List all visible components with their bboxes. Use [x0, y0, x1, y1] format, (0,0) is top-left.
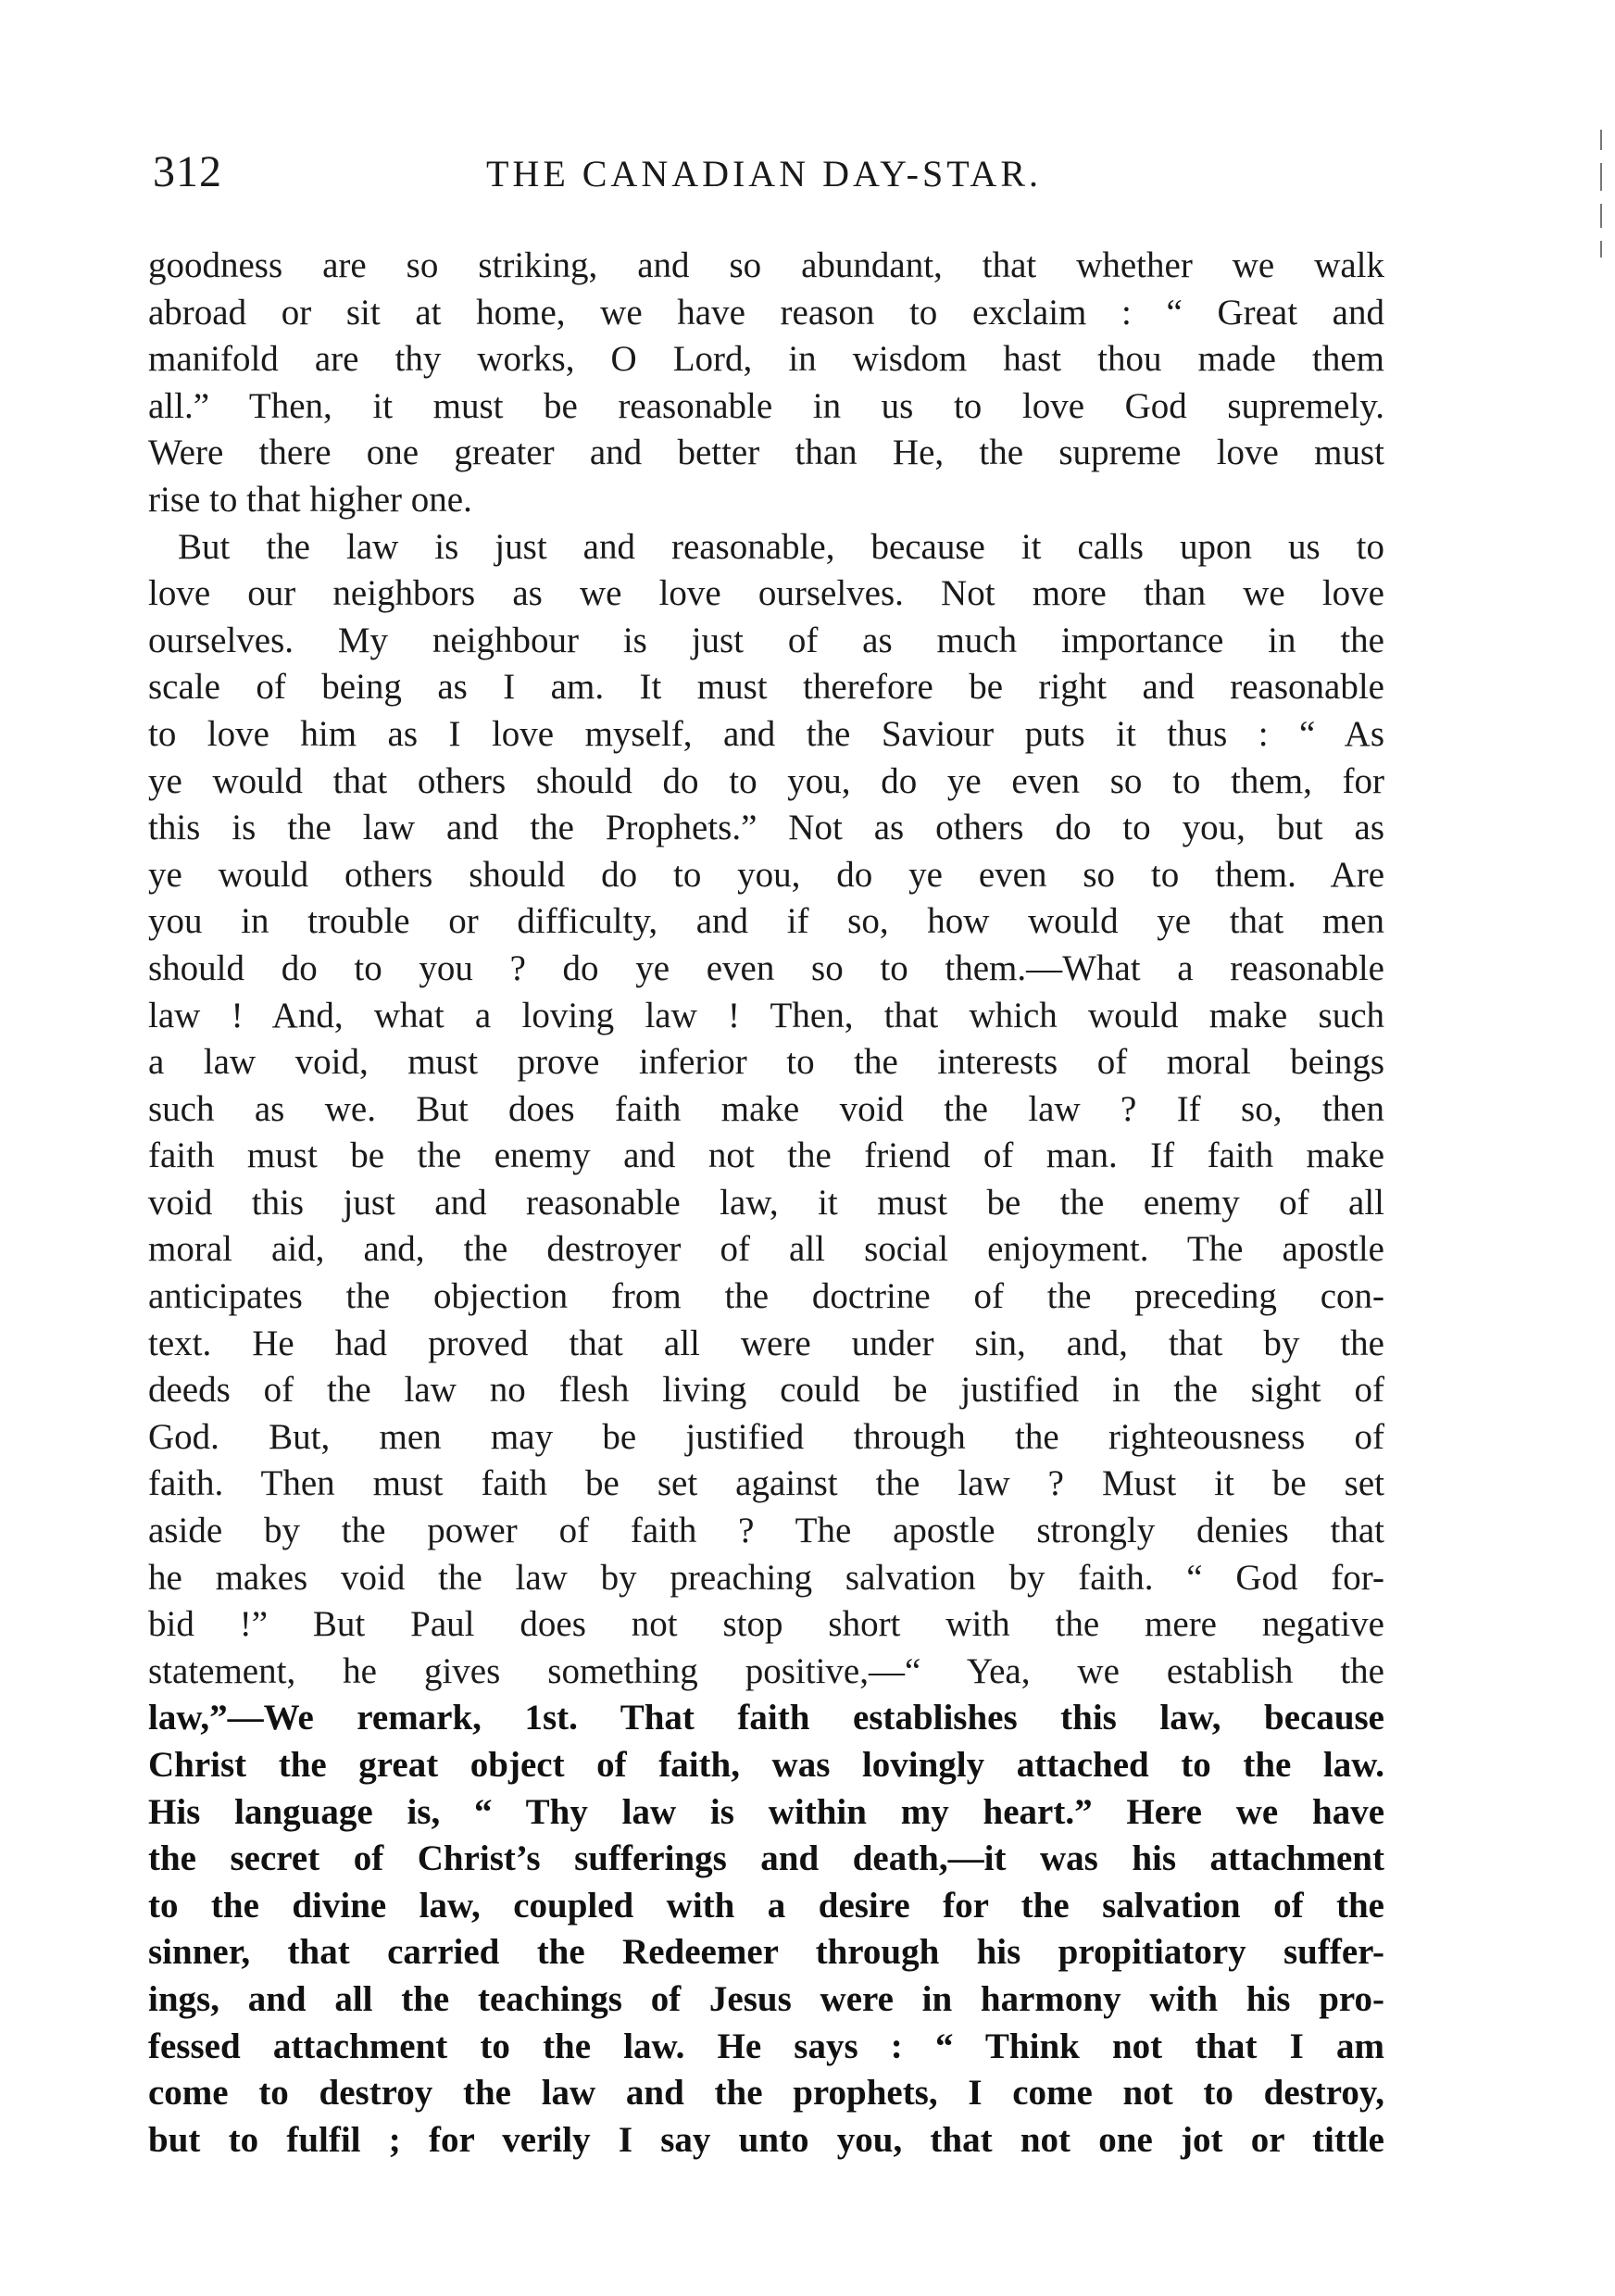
text-line: should do to you ? do ye even so to them.—What a reasonable — [148, 947, 1384, 988]
text-line: God. But, men may be justified through the righteousness of — [148, 1416, 1384, 1457]
text-line: law,”—We remark, 1st. That faith establishes this law, because — [148, 1698, 1384, 1738]
text-line: ye would others should do to you, do ye even so to them. Are — [148, 854, 1384, 895]
body-text — [148, 243, 1384, 2164]
text-line: statement, he gives something positive,—“ Yea, we establish the — [148, 1650, 1384, 1691]
text-line: this is the law and the Prophets.” Not as others do to you, but as — [148, 808, 1384, 848]
page-header — [153, 146, 1384, 211]
text-line: text. He had proved that all were under sin, and, that by the — [148, 1323, 1384, 1363]
text-line: goodness are so striking, and so abundant, that whether we walk — [148, 245, 1384, 285]
text-line: bid !” But Paul does not stop short with the mere negative — [148, 1604, 1384, 1645]
running-title: THE CANADIAN DAY-STAR. — [486, 153, 1042, 194]
paragraph-start-line: But the law is just and reasonable, because it calls upon us to — [178, 526, 1384, 567]
text-line: faith must be the enemy and not the friend of man. If faith make — [148, 1135, 1384, 1176]
text-line: manifold are thy works, O Lord, in wisdom hast thou made them — [148, 339, 1384, 380]
text-line: void this just and reasonable law, it must be the enemy of all — [148, 1182, 1384, 1223]
text-line: all.” Then, it must be reasonable in us to love God supremely. — [148, 385, 1384, 426]
text-line: Christ the great object of faith, was lovingly attached to the law. — [148, 1745, 1384, 1785]
text-line: abroad or sit at home, we have reason to exclaim : “ Great and — [148, 292, 1384, 332]
text-line: His language is, “ Thy law is within my heart.” Here we have — [148, 1791, 1384, 1832]
margin-scan-marks — [1600, 130, 1604, 315]
text-line: ye would that others should do to you, do ye even so to them, for — [148, 760, 1384, 801]
text-line: moral aid, and, the destroyer of all social enjoyment. The apostle — [148, 1229, 1384, 1270]
text-line: anticipates the objection from the doctrine of the preceding con- — [148, 1276, 1384, 1317]
text-line: faith. Then must faith be set against the law ? Must it be set — [148, 1463, 1384, 1504]
text-line: you in trouble or difficulty, and if so, how would ye that men — [148, 901, 1384, 942]
text-line: love our neighbors as we love ourselves. Not more than we love — [148, 573, 1384, 614]
page-number: 312 — [153, 147, 222, 196]
text-line: aside by the power of faith ? The apostle strongly denies that — [148, 1511, 1384, 1551]
text-line: rise to that higher one. — [148, 479, 472, 520]
text-line: to the divine law, coupled with a desire for the salvation of the — [148, 1885, 1384, 1926]
text-line: ourselves. My neighbour is just of as much importance in the — [148, 620, 1384, 660]
text-line: but to fulfil ; for verily I say unto you, that not one jot or tittle — [148, 2119, 1384, 2160]
text-line: law ! And, what a loving law ! Then, that which would make such — [148, 995, 1384, 1035]
text-line: to love him as I love myself, and the Saviour puts it thus : “ As — [148, 713, 1384, 754]
text-line: come to destroy the law and the prophets, I come not to destroy, — [148, 2073, 1384, 2114]
text-line: sinner, that carried the Redeemer through his propitiatory suffer- — [148, 1932, 1384, 1973]
text-line: such as we. But does faith make void the law ? If so, then — [148, 1088, 1384, 1129]
text-line: ings, and all the teachings of Jesus were in harmony with his pro- — [148, 1978, 1384, 2019]
text-line: fessed attachment to the law. He says : “ Think not that I am — [148, 2026, 1384, 2066]
text-line: Were there one greater and better than He, the supreme love must — [148, 433, 1384, 473]
text-line: he makes void the law by preaching salvation by faith. “ God for- — [148, 1557, 1384, 1598]
text-line: scale of being as I am. It must therefore be right and reasonable — [148, 667, 1384, 708]
text-line: the secret of Christ’s sufferings and death,—it was his attachment — [148, 1838, 1384, 1879]
text-line: deeds of the law no flesh living could be justified in the sight of — [148, 1370, 1384, 1411]
text-line: a law void, must prove inferior to the interests of moral beings — [148, 1042, 1384, 1083]
